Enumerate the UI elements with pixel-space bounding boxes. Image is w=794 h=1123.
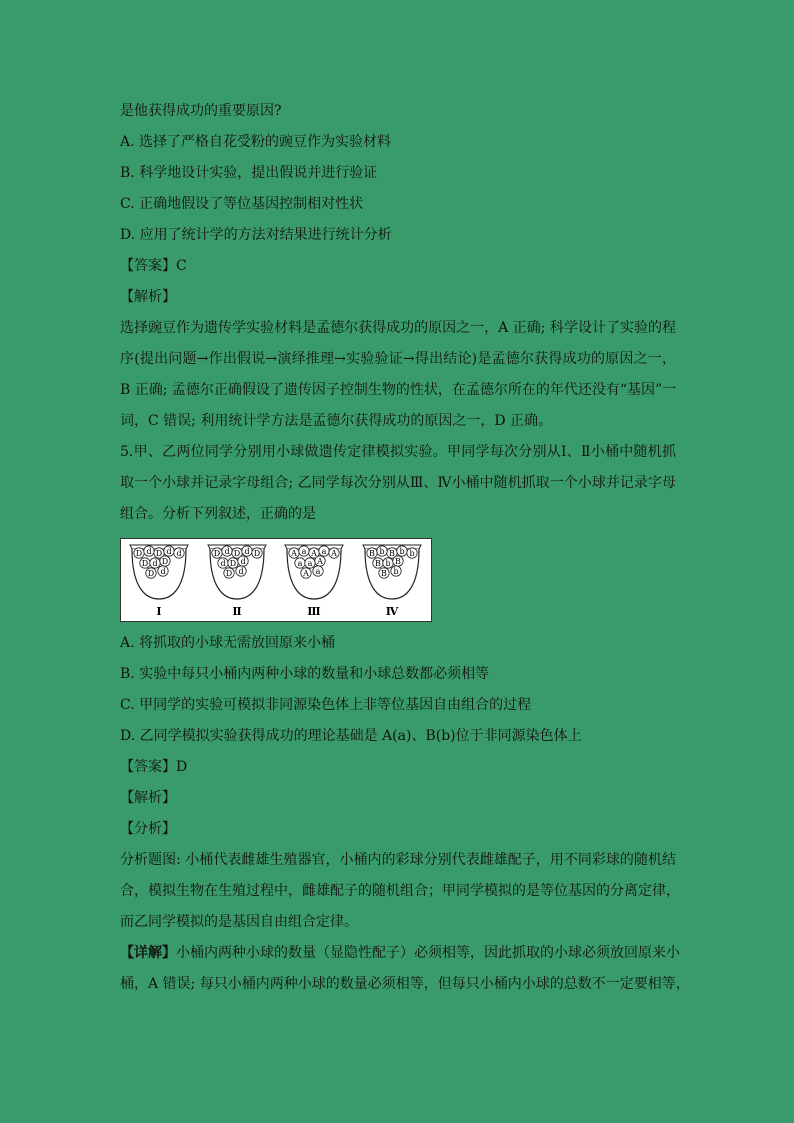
q4-answer: 【答案】C: [120, 258, 187, 274]
q5-detail-line-1: [120, 938, 680, 969]
ball-letter: D: [135, 549, 143, 558]
ball-letter: a: [297, 559, 303, 568]
q5-option-b: B. 实验中每只小桶内两种小球的数量和小球总数都必须相等: [120, 666, 490, 682]
ball-letter: a: [307, 559, 313, 568]
q5-fenxi-label: 【分析】: [120, 821, 176, 837]
q5-analysis-label: 【解析】: [120, 790, 176, 806]
bucket: [285, 545, 343, 618]
ball-letter: D: [233, 549, 241, 558]
q5-stem-line: 5.甲、乙两位同学分别用小球做遗传定律模拟实验。甲同学每次分别从Ⅰ、Ⅱ小桶中随机抓: [120, 444, 676, 460]
q5-detail-text: 小桶内两种小球的数量（显隐性配子）必须相等，因此抓取的小球必须放回原来小: [176, 945, 680, 961]
ball-letter: a: [321, 547, 327, 556]
q5-fenxi-line: 分析题图: 小桶代表雌雄生殖器官，小桶内的彩球分别代表雌雄配子，用不同彩球的随机结: [120, 852, 676, 868]
q4-analysis-line: 词，C 错误; 利用统计学方法是孟德尔获得成功的原因之一，D 正确。: [120, 413, 553, 429]
bucket-label: Ⅲ: [307, 605, 321, 618]
bucket-label: Ⅱ: [232, 605, 242, 618]
ball-letter: d: [220, 559, 226, 568]
ball-letter: D: [229, 559, 237, 568]
ball-letter: d: [176, 549, 182, 558]
ball-letter: d: [224, 547, 230, 556]
ball-letter: d: [146, 547, 152, 556]
q4-analysis-line: 选择豌豆作为遗传学实验材料是孟德尔获得成功的原因之一，A 正确; 科学设计了实验的程: [120, 320, 676, 336]
q5-fenxi-line: 而乙同学模拟的是基因自由组合定律。: [120, 914, 358, 930]
ball-letter: b: [409, 549, 415, 558]
buckets-figure: [120, 538, 432, 622]
ball-letter: b: [379, 547, 385, 556]
ball-letter: D: [213, 549, 221, 558]
ball-letter: b: [385, 559, 391, 568]
ball-letter: d: [152, 559, 158, 568]
ball-letter: D: [141, 559, 149, 568]
ball-letter: D: [161, 557, 169, 566]
ball-letter: b: [399, 547, 405, 556]
q5-detail-line: 桶，A 错误; 每只小桶内两种小球的数量必须相等，但每只小桶内小球的总数不一定要相等，: [120, 976, 690, 992]
q4-analysis-line: B 正确; 孟德尔正确假设了遗传因子控制生物的性状，在孟德尔所在的年代还没有“基因”一: [120, 382, 677, 398]
ball-letter: d: [244, 547, 250, 556]
q5-answer: 【答案】D: [120, 759, 188, 775]
ball-letter: A: [317, 557, 323, 566]
q4-analysis-line: 序(提出问题→作出假说→演绎推理→实验验证→得出结论)是孟德尔获得成功的原因之一，: [120, 351, 676, 367]
buckets-diagram: [121, 539, 431, 621]
q5-option-a: A. 将抓取的小球无需放回原来小桶: [120, 635, 336, 651]
bucket: [363, 545, 421, 618]
bucket: [130, 545, 188, 618]
ball-letter: d: [238, 567, 244, 576]
q4-analysis-label: 【解析】: [120, 289, 176, 305]
q5-stem-line: 组合。分析下列叙述，正确的是: [120, 506, 316, 522]
ball-letter: a: [301, 547, 307, 556]
ball-letter: B: [369, 549, 375, 558]
q4-stem: 是他获得成功的重要原因?: [120, 103, 282, 119]
q5-detail-label: 【详解】: [120, 945, 176, 961]
ball-letter: d: [240, 557, 246, 566]
q5-option-c: C. 甲同学的实验可模拟非同源染色体上非等位基因自由组合的过程: [120, 697, 532, 713]
q4-option-c: C. 正确地假设了等位基因控制相对性状: [120, 196, 364, 212]
ball-letter: B: [389, 549, 395, 558]
ball-letter: D: [225, 569, 233, 578]
ball-letter: b: [393, 567, 399, 576]
ball-letter: A: [303, 569, 309, 578]
q5-option-d: D. 乙同学模拟实验获得成功的理论基础是 A(a)、B(b)位于非同源染色体上: [120, 728, 582, 744]
bucket-label: Ⅳ: [385, 605, 399, 618]
ball-letter: A: [291, 549, 297, 558]
ball-letter: D: [253, 549, 261, 558]
ball-letter: B: [395, 557, 401, 566]
ball-letter: D: [147, 569, 155, 578]
bucket-label: Ⅰ: [156, 605, 162, 618]
ball-letter: d: [160, 567, 166, 576]
q5-stem-line: 取一个小球并记录字母组合; 乙同学每次分别从Ⅲ、Ⅳ小桶中随机抓取一个小球并记录字母: [120, 475, 676, 491]
ball-letter: D: [155, 549, 163, 558]
ball-letter: B: [381, 569, 387, 578]
ball-letter: B: [375, 559, 381, 568]
ball-letter: A: [311, 549, 317, 558]
q4-option-b: B. 科学地设计实验，提出假说并进行验证: [120, 165, 378, 181]
q4-option-d: D. 应用了统计学的方法对结果进行统计分析: [120, 227, 392, 243]
q4-option-a: A. 选择了严格自花受粉的豌豆作为实验材料: [120, 134, 392, 150]
ball-letter: A: [331, 549, 337, 558]
ball-letter: d: [166, 547, 172, 556]
q5-fenxi-line: 合，模拟生物在生殖过程中，雌雄配子的随机组合；甲同学模拟的是等位基因的分离定律，: [120, 883, 680, 899]
bucket: [208, 545, 266, 618]
ball-letter: a: [315, 567, 321, 576]
document-content: [120, 96, 690, 1000]
